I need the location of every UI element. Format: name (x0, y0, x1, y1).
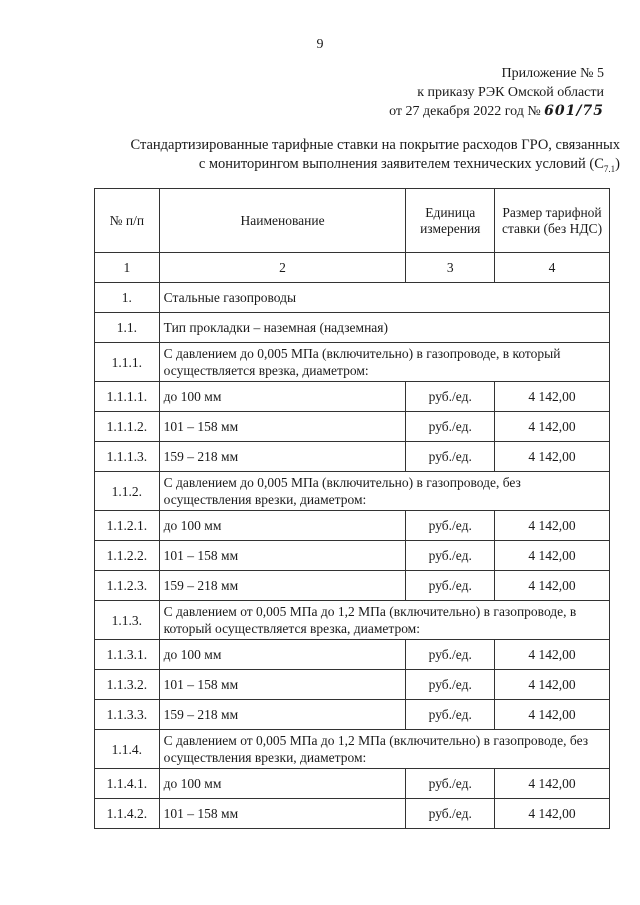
row-rate: 4 142,00 (495, 700, 610, 730)
table-header-row (95, 189, 610, 253)
row-number: 1.1.3.2. (95, 670, 160, 700)
column-number: 1 (95, 253, 160, 283)
row-number: 1.1.4. (95, 730, 160, 769)
row-name: 101 – 158 мм (159, 541, 406, 571)
row-number: 1.1.4.2. (95, 799, 160, 829)
row-rate: 4 142,00 (495, 511, 610, 541)
title-line-2: с мониторингом выполнения заявителем технических условий $(С_{7.1})$ (198, 156, 620, 174)
table-body (95, 283, 610, 829)
row-number: 1.1.1.1. (95, 382, 160, 412)
row-unit: руб./ед. (406, 571, 495, 601)
handwritten-order-number: 601/75 (544, 103, 604, 119)
tariff-table (94, 188, 610, 829)
row-name: до 100 мм (159, 382, 406, 412)
row-number: 1.1.2. (95, 472, 160, 511)
row-number: 1.1.1.2. (95, 412, 160, 442)
row-number: 1.1.2.1. (95, 511, 160, 541)
row-name: 101 – 158 мм (159, 412, 406, 442)
row-rate: 4 142,00 (495, 571, 610, 601)
table-row (95, 412, 610, 442)
table-row (95, 769, 610, 799)
group-heading: С давлением от 0,005 МПа до 1,2 МПа (включительно) в газопроводе, без осуществления врезки, диаметром: (159, 730, 609, 769)
row-name: до 100 мм (159, 640, 406, 670)
table-row (95, 640, 610, 670)
section-heading: Стальные газопроводы (159, 283, 609, 313)
row-rate: 4 142,00 (495, 799, 610, 829)
row-number: 1.1.2.3. (95, 571, 160, 601)
row-name: до 100 мм (159, 511, 406, 541)
table-row (95, 442, 610, 472)
group-heading: С давлением от 0,005 МПа до 1,2 МПа (включительно) в газопроводе, в который осуществляется врезка, диаметром: (159, 601, 609, 640)
row-name: 101 – 158 мм (159, 670, 406, 700)
column-number-row (95, 253, 610, 283)
table-row (95, 472, 610, 511)
appendix-date (389, 102, 604, 121)
section-heading: Тип прокладки – наземная (надземная) (159, 313, 609, 343)
row-rate: 4 142,00 (495, 412, 610, 442)
appendix-order: к приказу РЭК Омской области (417, 85, 604, 100)
table-row (95, 571, 610, 601)
row-name: 159 – 218 мм (159, 571, 406, 601)
table-row (95, 670, 610, 700)
table-row (95, 700, 610, 730)
column-number: 4 (495, 253, 610, 283)
table-row (95, 283, 610, 313)
row-rate: 4 142,00 (495, 541, 610, 571)
row-unit: руб./ед. (406, 670, 495, 700)
row-unit: руб./ед. (406, 640, 495, 670)
document-title (80, 136, 620, 179)
page-number: 9 (316, 37, 324, 52)
row-rate: 4 142,00 (495, 442, 610, 472)
group-heading: С давлением до 0,005 МПа (включительно) в газопроводе, без осуществления врезки, диаметром: (159, 472, 609, 511)
appendix-block (389, 64, 604, 121)
row-unit: руб./ед. (406, 511, 495, 541)
row-unit: руб./ед. (406, 769, 495, 799)
row-unit: руб./ед. (406, 442, 495, 472)
row-rate: 4 142,00 (495, 640, 610, 670)
table-row (95, 601, 610, 640)
row-name: 101 – 158 мм (159, 799, 406, 829)
row-rate: 4 142,00 (495, 670, 610, 700)
title-line-1: Стандартизированные тарифные ставки на покрытие расходов ГРО, связанных (130, 137, 620, 153)
header-rate: Размер тарифной ставки (без НДС) (495, 189, 610, 253)
appendix-date-text: от 27 декабря 2022 год № (389, 104, 541, 119)
table-row (95, 730, 610, 769)
row-name: 159 – 218 мм (159, 700, 406, 730)
table-row (95, 541, 610, 571)
row-name: 159 – 218 мм (159, 442, 406, 472)
row-number: 1.1.1. (95, 343, 160, 382)
row-number: 1.1.3. (95, 601, 160, 640)
header-unit: Единица измерения (406, 189, 495, 253)
group-heading: С давлением до 0,005 МПа (включительно) в газопроводе, в который осуществляется врезка, диаметром: (159, 343, 609, 382)
row-unit: руб./ед. (406, 412, 495, 442)
row-number: 1.1. (95, 313, 160, 343)
column-number: 2 (159, 253, 406, 283)
row-number: 1.1.1.3. (95, 442, 160, 472)
table-row (95, 799, 610, 829)
appendix-title: Приложение № 5 (501, 66, 604, 81)
row-number: 1. (95, 283, 160, 313)
row-number: 1.1.3.1. (95, 640, 160, 670)
row-number: 1.1.4.1. (95, 769, 160, 799)
row-number: 1.1.2.2. (95, 541, 160, 571)
row-unit: руб./ед. (406, 541, 495, 571)
row-rate: 4 142,00 (495, 382, 610, 412)
table-row (95, 382, 610, 412)
row-number: 1.1.3.3. (95, 700, 160, 730)
row-unit: руб./ед. (406, 382, 495, 412)
header-number: № п/п (95, 189, 160, 253)
table-row (95, 511, 610, 541)
row-unit: руб./ед. (406, 799, 495, 829)
table-row (95, 343, 610, 382)
table-row (95, 313, 610, 343)
row-rate: 4 142,00 (495, 769, 610, 799)
column-number: 3 (406, 253, 495, 283)
row-name: до 100 мм (159, 769, 406, 799)
header-name: Наименование (159, 189, 406, 253)
row-unit: руб./ед. (406, 700, 495, 730)
